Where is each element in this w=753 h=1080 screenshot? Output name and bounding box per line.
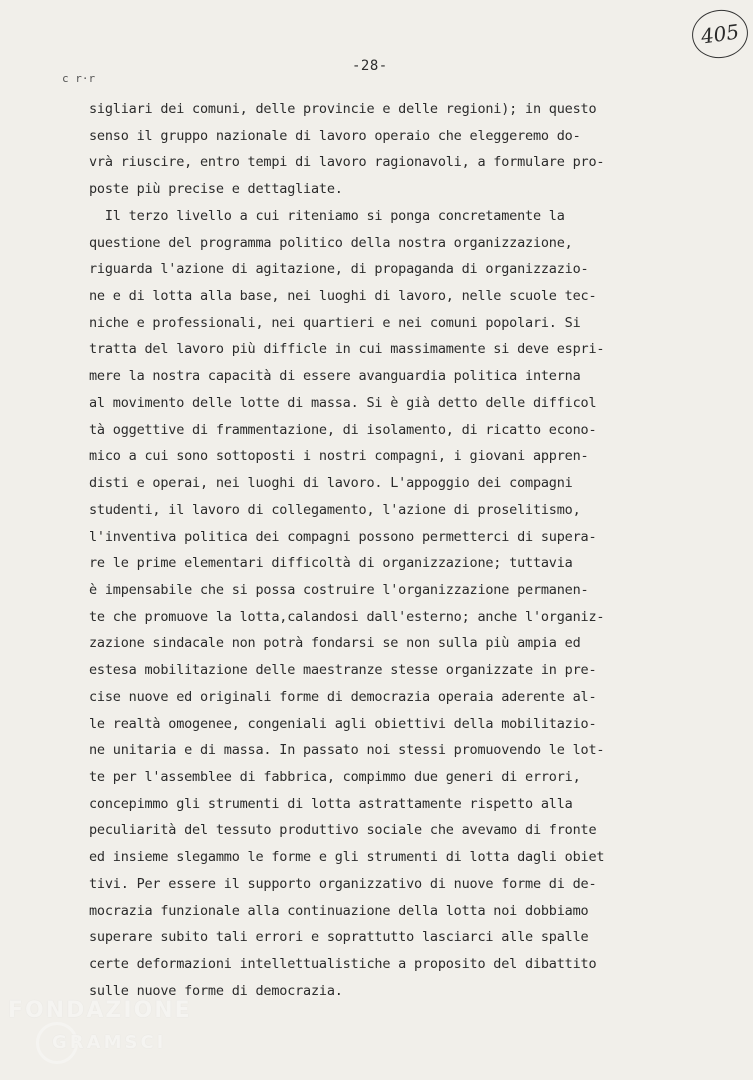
text-line: ed insieme slegammo le forme e gli strumenti di lotta dagli obiet bbox=[89, 849, 605, 866]
page-number: -28- bbox=[352, 58, 388, 74]
text-line: poste più precise e dettagliate. bbox=[89, 181, 343, 198]
text-line: l'inventiva politica dei compagni possono permetterci di supera- bbox=[89, 528, 597, 545]
text-line: sulle nuove forme di democrazia. bbox=[89, 982, 343, 999]
text-line: senso il gruppo nazionale di lavoro operaio che eleggeremo do- bbox=[89, 127, 581, 144]
text-line: te per l'assemblee di fabbrica, compimmo due generi di errori, bbox=[89, 768, 581, 785]
text-line: Il terzo livello a cui riteniamo si ponga concretamente la bbox=[89, 207, 565, 224]
text-line: niche e professionali, nei quartieri e nei comuni popolari. Si bbox=[89, 314, 581, 331]
text-line: zazione sindacale non potrà fondarsi se non sulla più ampia ed bbox=[89, 635, 581, 652]
text-line: concepimmo gli strumenti di lotta astrattamente rispetto alla bbox=[89, 795, 573, 812]
watermark-line2: GRAMSCI bbox=[52, 1032, 167, 1053]
text-line: mere la nostra capacità di essere avanguardia politica interna bbox=[89, 368, 581, 385]
text-line: certe deformazioni intellettualistiche a proposito del dibattito bbox=[89, 956, 597, 972]
text-line: re le prime elementari difficoltà di organizzazione; tuttavia bbox=[89, 555, 573, 572]
text-line: tivi. Per essere il supporto organizzativo di nuove forme di de- bbox=[89, 875, 597, 892]
text-line: è impensabile che si possa costruire l'organizzazione permanen- bbox=[89, 581, 589, 598]
text-line: mico a cui sono sottoposti i nostri compagni, i giovani appren- bbox=[89, 448, 589, 465]
text-line: vrà riuscire, entro tempi di lavoro ragionavoli, a formulare pro- bbox=[89, 154, 605, 171]
watermark-line1: FONDAZIONE bbox=[8, 998, 192, 1023]
text-line: questione del programma politico della nostra organizzazione, bbox=[89, 234, 573, 251]
text-line: sigliari dei comuni, delle provincie e delle regioni); in questo bbox=[89, 101, 597, 117]
text-line: ne unitaria e di massa. In passato noi stessi promuovendo le lot- bbox=[89, 742, 605, 759]
text-line: al movimento delle lotte di massa. Si è già detto delle difficol bbox=[89, 394, 597, 411]
text-line: peculiarità del tessuto produttivo sociale che avevamo di fronte bbox=[89, 822, 597, 839]
text-line: tratta del lavoro più difficle in cui massimamente si deve espri- bbox=[89, 341, 605, 358]
text-line: ne e di lotta alla base, nei luoghi di lavoro, nelle scuole tec- bbox=[89, 288, 597, 305]
text-line: superare subito tali errori e soprattutto lasciarci alle spalle bbox=[89, 929, 589, 946]
archive-watermark bbox=[8, 998, 198, 1068]
archive-number: 405 bbox=[699, 19, 741, 49]
text-line: cise nuove ed originali forme di democrazia operaia aderente al- bbox=[89, 688, 597, 705]
text-line: disti e operai, nei luoghi di lavoro. L'appoggio dei compagni bbox=[89, 475, 573, 492]
text-line: tà oggettive di frammentazione, di isolamento, di ricatto econo- bbox=[89, 421, 597, 438]
text-line: estesa mobilitazione delle maestranze stesse organizzate in pre- bbox=[89, 662, 597, 679]
stray-mark: c r·r bbox=[62, 72, 96, 85]
archive-number-stamp bbox=[689, 6, 751, 61]
text-line: te che promuove la lotta,calandosi dall'esterno; anche l'organiz- bbox=[89, 608, 605, 625]
body-text bbox=[89, 96, 699, 1004]
text-line: mocrazia funzionale alla continuazione della lotta noi dobbiamo bbox=[89, 902, 589, 919]
text-line: riguarda l'azione di agitazione, di propaganda di organizzazio- bbox=[89, 261, 589, 278]
text-line: le realtà omogenee, congeniali agli obiettivi della mobilitazio- bbox=[89, 715, 597, 732]
text-line: studenti, il lavoro di collegamento, l'azione di proselitismo, bbox=[89, 501, 581, 518]
